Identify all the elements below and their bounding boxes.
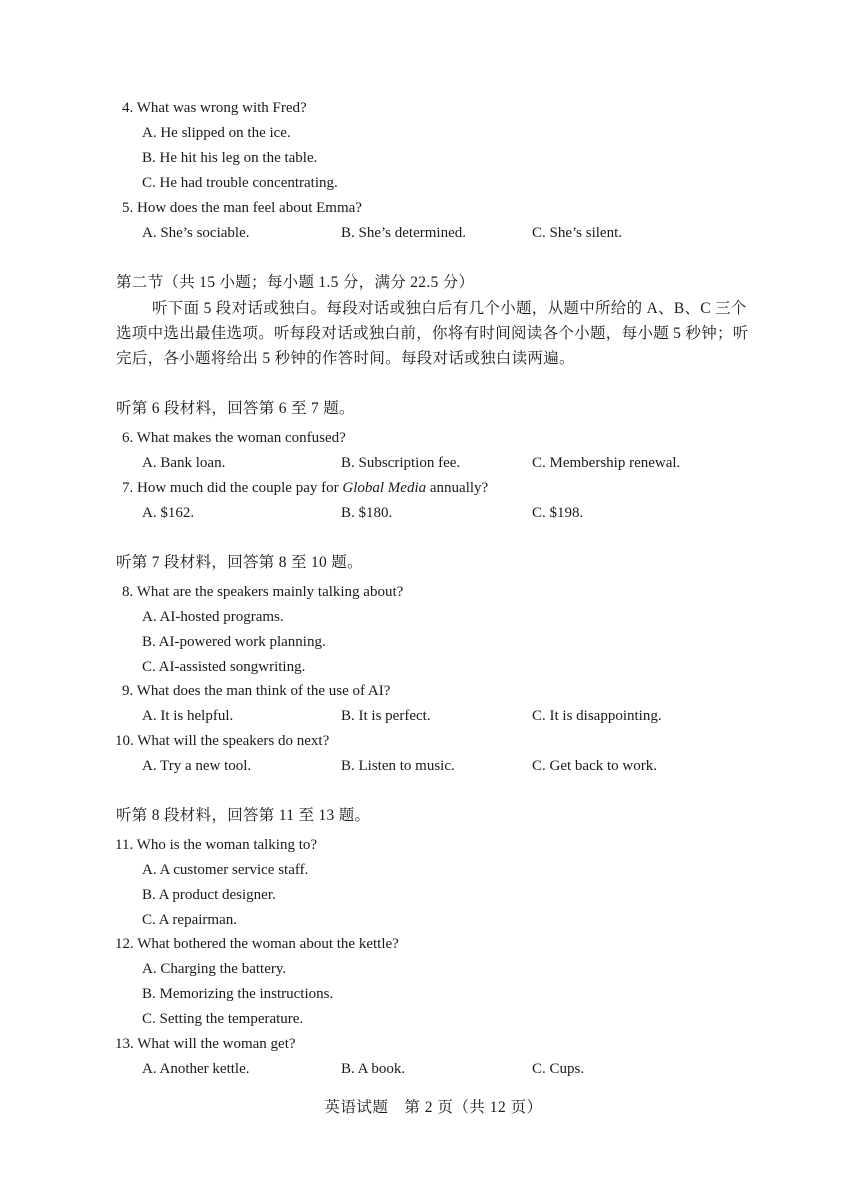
q7-option-a: A. $162. [142,505,195,521]
question-11: 11. Who is the woman talking to? [115,837,318,853]
question-9: 9. What does the man think of the use of AI? [122,683,391,699]
q8-option-b: B. AI-powered work planning. [142,634,326,650]
section-2-heading: 第二节（共 15 小题；每小题 1.5 分，满分 22.5 分） [116,274,475,291]
section-2-instructions-line-3: 完后，各小题将给出 5 秒钟的作答时间。每段对话或独白读两遍。 [116,350,575,367]
question-6: 6. What makes the woman confused? [122,430,346,446]
q7-title-italic: Global Media [342,480,427,496]
q10-option-a: A. Try a new tool. [142,758,252,774]
q13-option-c: C. Cups. [532,1061,585,1077]
q8-option-a: A. AI-hosted programs. [142,609,284,625]
q6-option-b: B. Subscription fee. [341,455,461,471]
q7-option-b: B. $180. [341,505,393,521]
q7-text-after: annually? [426,480,489,496]
q9-option-b: B. It is perfect. [341,708,431,724]
q4-option-a: A. He slipped on the ice. [142,125,291,141]
section-2-instructions-line-2: 选项中选出最佳选项。听每段对话或独白前，你将有时间阅读各个小题，每小题 5 秒钟；听 [116,325,749,342]
q5-option-c: C. She’s silent. [532,225,623,241]
page-footer: 英语试题 第 2 页（共 12 页） [324,1099,543,1116]
q12-option-c: C. Setting the temperature. [142,1011,304,1027]
question-7 [122,478,488,498]
group-7-heading: 听第 7 段材料，回答第 8 至 10 题。 [116,554,363,571]
q11-option-b: B. A product designer. [142,887,276,903]
question-5: 5. How does the man feel about Emma? [122,200,362,216]
question-13: 13. What will the woman get? [115,1036,296,1052]
question-10: 10. What will the speakers do next? [115,733,330,749]
q13-option-b: B. A book. [341,1061,406,1077]
q10-option-c: C. Get back to work. [532,758,657,774]
q7-text-before: 7. How much did the couple pay for [122,480,343,496]
question-8: 8. What are the speakers mainly talking about? [122,584,404,600]
question-12: 12. What bothered the woman about the kettle? [115,936,399,952]
q9-option-c: C. It is disappointing. [532,708,662,724]
q10-option-b: B. Listen to music. [341,758,455,774]
q4-option-b: B. He hit his leg on the table. [142,150,318,166]
q5-option-b: B. She’s determined. [341,225,466,241]
section-2-instructions-line-1: 听下面 5 段对话或独白。每段对话或独白后有几个小题，从题中所给的 A、B、C 三个 [152,300,747,317]
q13-option-a: A. Another kettle. [142,1061,250,1077]
q6-option-c: C. Membership renewal. [532,455,681,471]
q11-option-a: A. A customer service staff. [142,862,309,878]
q12-option-b: B. Memorizing the instructions. [142,986,334,1002]
q11-option-c: C. A repairman. [142,912,237,928]
question-4: 4. What was wrong with Fred? [122,100,307,116]
q5-option-a: A. She’s sociable. [142,225,250,241]
q6-option-a: A. Bank loan. [142,455,226,471]
group-8-heading: 听第 8 段材料，回答第 11 至 13 题。 [116,807,371,824]
q12-option-a: A. Charging the battery. [142,961,287,977]
group-6-heading: 听第 6 段材料，回答第 6 至 7 题。 [116,400,355,417]
q9-option-a: A. It is helpful. [142,708,234,724]
q7-option-c: C. $198. [532,505,584,521]
q4-option-c: C. He had trouble concentrating. [142,175,338,191]
q8-option-c: C. AI-assisted songwriting. [142,659,306,675]
